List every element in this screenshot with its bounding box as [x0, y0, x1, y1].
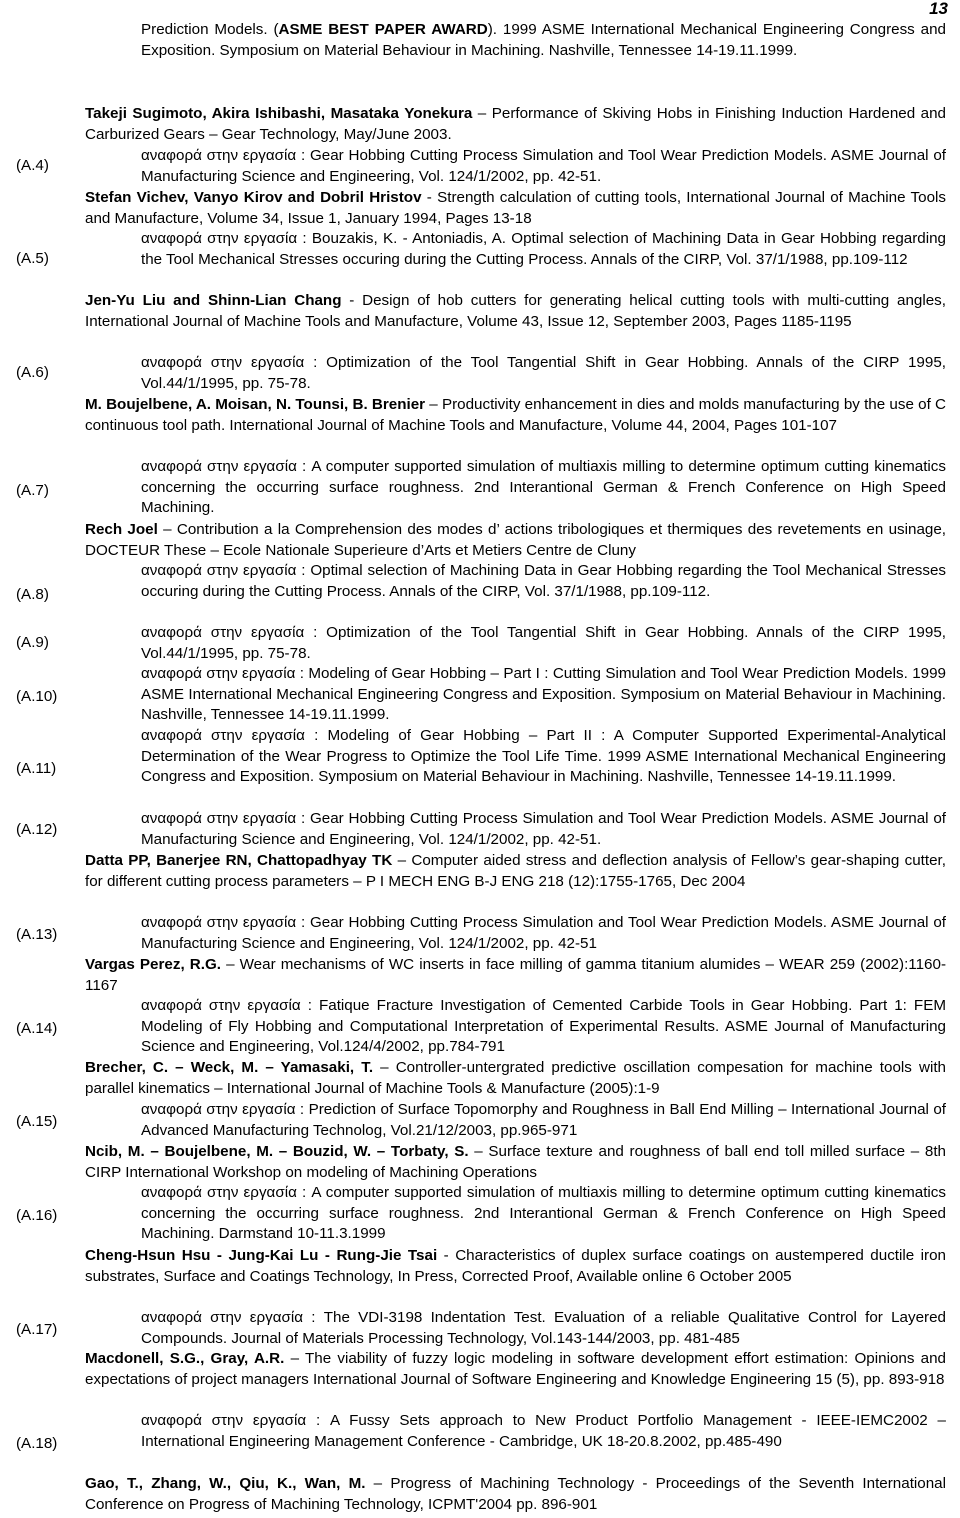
reference-entry: Stefan Vichev, Vanyo Kirov and Dobril Hristov - Strength calculation of cutting tools, International Journal of Machine Tools and Manufacture, Volume 34, Issue 1, January 1994, Pages 13-18: [85, 189, 947, 227]
ref-label: (A.8): [16, 586, 49, 603]
ref-label: (A.6): [16, 364, 49, 381]
reference-entry: Ncib, M. – Boujelbene, M. – Bouzid, W. – Torbaty, S. – Surface texture and roughness of ball end toll milled surface – 8th CIRP International Workshop on modeling of Machining Operations: [85, 1143, 946, 1181]
ref-label: (A.15): [16, 1113, 58, 1130]
top-continuation: Prediction Models. (ASME BEST PAPER AWARD). 1999 ASME International Mechanical Engineering Congress and Exposition. Symposium on Material Behaviour in Machining. Nashville, Tennessee 14-19.11.1999.: [141, 21, 946, 59]
citation-note: αναφορά στην εργασία : A computer supported simulation of multiaxis milling to determine optimum cutting kinematics concerning the occurring surface roughness. 2nd Interantional German & French Conference on High Speed Machining.: [141, 458, 946, 517]
citation-note: αναφορά στην εργασία : Optimization of the Tool Tangential Shift in Gear Hobbing. Annals of the CIRP 1995, Vol.44/1/1995, pp. 75-78.: [141, 624, 946, 662]
citation-note: αναφορά στην εργασία : Gear Hobbing Cutting Process Simulation and Tool Wear Prediction Models. ASME Journal of Manufacturing Science and Engineering, Vol. 124/1/2002, pp. 42-51.: [141, 810, 946, 848]
ref-label: (A.9): [16, 634, 49, 651]
reference-entry: Datta PP, Banerjee RN, Chattopadhyay TK – Computer aided stress and deflection analysis of Fellow’s gear-shaping cutter, for different cutting process parameters – P I MECH ENG B-J ENG 218 (12):1755-1765, Dec 2004: [85, 852, 946, 890]
reference-entry: Cheng-Hsun Hsu - Jung-Kai Lu - Rung-Jie Tsai - Characteristics of duplex surface coatings on austempered ductile iron substrates, Surface and Coatings Technology, In Press, Corrected Proof, Available online 6 October 2005: [85, 1247, 947, 1285]
citation-note: αναφορά στην εργασία : Prediction of Surface Topomorphy and Roughness in Ball End Milling – International Journal of Advanced Manufacturing Technolog, Vol.21/12/2003, pp.965-971: [141, 1101, 946, 1139]
citation-note: αναφορά στην εργασία : A Fussy Sets approach to New Product Portfolio Management - IEEE-IEMC2002 – International Engineering Management Conference - Cambridge, UK 18-20.8.2002, pp.485-490: [141, 1412, 946, 1450]
reference-entry: M. Boujelbene, A. Moisan, N. Tounsi, B. Brenier – Productivity enhancement in dies and molds manufacturing by the use of C continuous tool path. International Journal of Machine Tools and Manufacture, Volume 44, 2004, Pages 101-107: [85, 396, 946, 434]
citation-note: αναφορά στην εργασία : A computer supported simulation of multiaxis milling to determine optimum cutting kinematics concerning the occurring surface roughness. 2nd Interantional German & French Conference on High Speed Machining. Darmstand 10-11.3.1999: [141, 1184, 946, 1243]
citation-note: αναφορά στην εργασία : Optimization of the Tool Tangential Shift in Gear Hobbing. Annals of the CIRP 1995, Vol.44/1/1995, pp. 75-78.: [141, 354, 946, 392]
citation-note: αναφορά στην εργασία : Modeling of Gear Hobbing – Part II : A Computer Supported Experimental-Analytical Determination of the Wear Progress to Optimize the Tool Life Time. 1999 ASME International Mechanical Engineering Congress and Exposition. Symposium on Material Behaviour in Machining. Nashville, Tennessee 14-19.11.1999.: [141, 727, 946, 786]
reference-entry: Jen-Yu Liu and Shinn-Lian Chang - Design of hob cutters for generating helical cutting tools with multi-cutting angles, International Journal of Machine Tools and Manufacture, Volume 43, Issue 12, September 2003, Pages 1185-1195: [85, 292, 946, 330]
citation-note: αναφορά στην εργασία : Modeling of Gear Hobbing – Part I : Cutting Simulation and Tool Wear Prediction Models. 1999 ASME International Mechanical Engineering Congress and Exposition. Symposium on Material Behaviour in Machining. Nashville, Tennessee 14-19.11.1999.: [141, 665, 946, 724]
ref-label: (A.14): [16, 1020, 58, 1037]
citation-note: αναφορά στην εργασία : Fatique Fracture Investigation of Cemented Carbide Tools in Gear Hobbing. Part 1: FEM Modeling of Fly Hobbing and Computational Interpretation of Experimental Results. ASME Journal of Manufacturing Science and Engineering, Vol.124/4/2002, pp.784-791: [141, 997, 946, 1056]
reference-entry: Macdonell, S.G., Gray, A.R. – The viability of fuzzy logic modeling in software development effort estimation: Opinions and expectations of project managers International Journal of Software Engineering and Knowledge Engineering 15 (5), pp. 893-918: [85, 1350, 947, 1388]
ref-label: (A.4): [16, 157, 49, 174]
reference-entry: Rech Joel – Contribution a la Comprehension des modes d’ actions tribologiques et thermiques des revetements en usinage, DOCTEUR These – Ecole Nationale Superieure d’Arts et Metiers Centre de Cluny: [85, 521, 947, 559]
reference-entry: Gao, T., Zhang, W., Qiu, K., Wan, M. – Progress of Machining Technology - Proceedings of the Seventh International Conference on Progress of Machining Technology, ICPMT'2004 pp. 896-901: [85, 1475, 946, 1513]
ref-label: (A.12): [16, 821, 58, 838]
citation-note: αναφορά στην εργασία : Gear Hobbing Cutting Process Simulation and Tool Wear Prediction Models. ASME Journal of Manufacturing Science and Engineering, Vol. 124/1/2002, pp. 42-51.: [141, 147, 946, 185]
citation-note: αναφορά στην εργασία : Gear Hobbing Cutting Process Simulation and Tool Wear Prediction Models. ASME Journal of Manufacturing Science and Engineering, Vol. 124/1/2002, pp. 42-51: [141, 914, 946, 952]
ref-label: (A.17): [16, 1321, 58, 1338]
ref-label: (A.16): [16, 1207, 58, 1224]
citation-note: αναφορά στην εργασία : The VDI-3198 Indentation Test. Evaluation of a reliable Qualitative Control for Layered Compounds. Journal of Materials Processing Technology, Vol.143-144/2003, pp. 481-485: [141, 1309, 946, 1347]
page-number: 13: [929, 0, 948, 18]
ref-label: (A.7): [16, 482, 49, 499]
ref-label: (A.13): [16, 926, 58, 943]
ref-label: (A.10): [16, 688, 58, 705]
ref-label: (A.11): [16, 760, 57, 777]
citation-note: αναφορά στην εργασία : Bouzakis, K. - Antoniadis, A. Optimal selection of Machining Data in Gear Hobbing regarding the Tool Mechanical Stresses occuring during the Cutting Process. Annals of the CIRP, Vol. 37/1/1988, pp.109-112: [141, 230, 946, 268]
citation-note: αναφορά στην εργασία : Optimal selection of Machining Data in Gear Hobbing regarding the Tool Mechanical Stresses occuring during the Cutting Process. Annals of the CIRP, Vol. 37/1/1988, pp.109-112.: [141, 562, 946, 600]
ref-label: (A.18): [16, 1435, 58, 1452]
reference-entry: Brecher, C. – Weck, M. – Yamasaki, T. – Controller-untergrated predictive oscillation compesation for machine tools with parallel kinematics – International Journal of Machine Tools & Manufacture (2005):1-9: [85, 1059, 946, 1097]
ref-label: (A.5): [16, 250, 49, 267]
reference-entry: Vargas Perez, R.G. – Wear mechanisms of WC inserts in face milling of gamma titanium alumides – WEAR 259 (2002):1160-1167: [85, 956, 947, 994]
reference-entry: Takeji Sugimoto, Akira Ishibashi, Masataka Yonekura – Performance of Skiving Hobs in Finishing Induction Hardened and Carburized Gears – Gear Technology, May/June 2003.: [85, 105, 946, 143]
